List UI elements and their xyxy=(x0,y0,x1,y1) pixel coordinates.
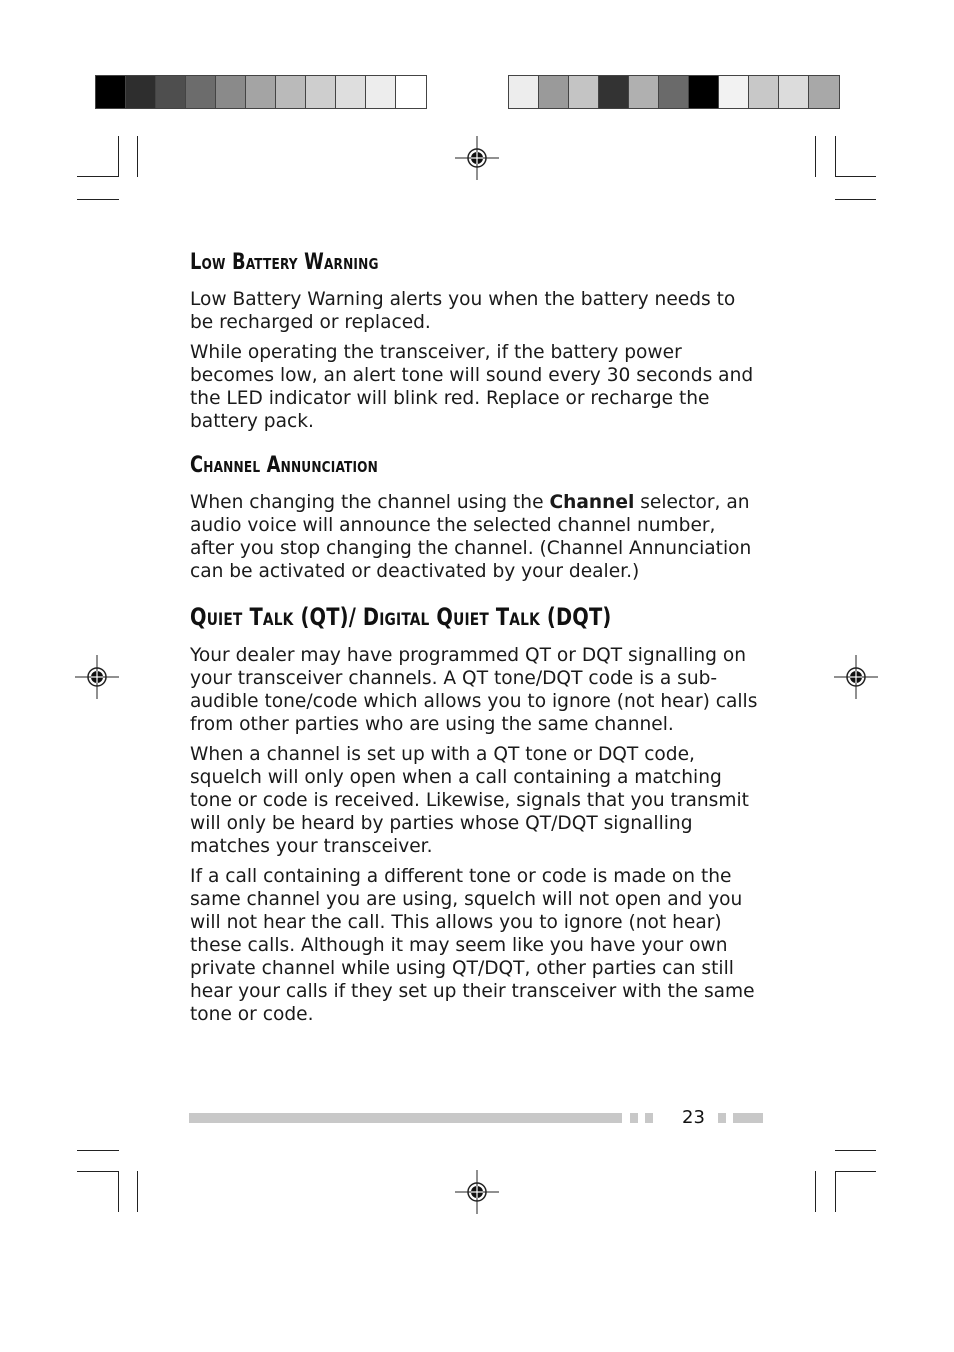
section-heading: Low Battery Warning xyxy=(190,250,379,275)
paragraph: If a call containing a different tone or code is made on the same channel you are using, squelch will not open and you will not hear the call. This allows you to ignore (not hear) these calls. Although it may seem like you have your own private channel while using QT/DQT, other parties can still hear your calls if they set up their transceiver with the same tone or code. xyxy=(190,866,755,1025)
color-swatch xyxy=(719,76,749,108)
section-low-battery-warning xyxy=(190,250,760,433)
footer-square xyxy=(630,1113,638,1123)
crop-mark xyxy=(118,136,119,177)
color-swatch xyxy=(569,76,599,108)
footer-square xyxy=(718,1113,726,1123)
paragraph: Your dealer may have programmed QT or DQT signalling on your transceiver channels. A QT tone/DQT code is a sub-audible tone/code which allows you to ignore (not hear) calls from other parties who are using the same channel. xyxy=(190,645,758,735)
paragraph: While operating the transceiver, if the battery power becomes low, an alert tone will sound every 30 seconds and the LED indicator will blink red. Replace or recharge the battery pack. xyxy=(190,342,754,432)
color-swatch xyxy=(509,76,539,108)
registration-mark-icon xyxy=(834,655,878,699)
crop-mark xyxy=(77,176,119,177)
crop-mark xyxy=(137,1171,138,1212)
paragraph xyxy=(190,491,760,583)
color-swatch xyxy=(539,76,569,108)
color-swatch xyxy=(156,76,186,108)
color-swatch xyxy=(216,76,246,108)
section-channel-annunciation xyxy=(190,453,760,583)
crop-mark xyxy=(77,1171,119,1172)
color-swatch xyxy=(186,76,216,108)
crop-mark xyxy=(815,1171,816,1212)
crop-mark xyxy=(835,1150,876,1151)
registration-mark-icon xyxy=(75,655,119,699)
paragraph: When a channel is set up with a QT tone or DQT code, squelch will only open when a call containing a matching tone or code is received. Likewise, signals that you transmit will only be heard by parties whose QT/DQT signalling matches your transceiver. xyxy=(190,744,749,857)
registration-mark-icon xyxy=(455,136,499,180)
crop-mark xyxy=(118,1171,119,1212)
footer-bar xyxy=(189,1113,622,1123)
crop-mark xyxy=(835,136,836,177)
color-swatch xyxy=(396,76,426,108)
color-strip-right xyxy=(508,75,840,109)
bold-term: Channel xyxy=(549,492,635,513)
color-swatch xyxy=(306,76,336,108)
color-swatch xyxy=(246,76,276,108)
color-swatch xyxy=(126,76,156,108)
color-swatch xyxy=(96,76,126,108)
page-content xyxy=(190,250,760,1046)
page-number: 23 xyxy=(682,1107,705,1128)
color-swatch xyxy=(629,76,659,108)
section-heading: Quiet Talk (QT)/ Digital Quiet Talk (DQT) xyxy=(190,603,612,631)
color-swatch xyxy=(336,76,366,108)
color-swatch xyxy=(366,76,396,108)
text-run: When changing the channel using the xyxy=(190,492,550,513)
crop-mark xyxy=(835,199,876,200)
footer-square xyxy=(645,1113,653,1123)
section-heading: Channel Annunciation xyxy=(190,453,379,478)
footer-bar-right xyxy=(733,1113,763,1123)
crop-mark xyxy=(77,1150,119,1151)
crop-mark xyxy=(815,136,816,177)
color-swatch xyxy=(276,76,306,108)
crop-mark xyxy=(835,1171,836,1212)
crop-mark xyxy=(77,199,119,200)
color-swatch xyxy=(779,76,809,108)
crop-mark xyxy=(137,136,138,177)
color-swatch xyxy=(809,76,839,108)
text-run: selector, an audio voice will announce the selected channel number, after you stop changing the channel. (Channel Annunciation can be activated or deactivated by your dealer.) xyxy=(190,492,752,582)
section-quiet-talk xyxy=(190,603,760,1026)
crop-mark xyxy=(835,1171,876,1172)
color-swatch xyxy=(659,76,689,108)
registration-mark-icon xyxy=(455,1170,499,1214)
color-swatch xyxy=(689,76,719,108)
paragraph: Low Battery Warning alerts you when the battery needs to be recharged or replaced. xyxy=(190,289,736,333)
crop-mark xyxy=(835,176,876,177)
color-swatch xyxy=(599,76,629,108)
color-swatch xyxy=(749,76,779,108)
color-strip-left xyxy=(95,75,427,109)
